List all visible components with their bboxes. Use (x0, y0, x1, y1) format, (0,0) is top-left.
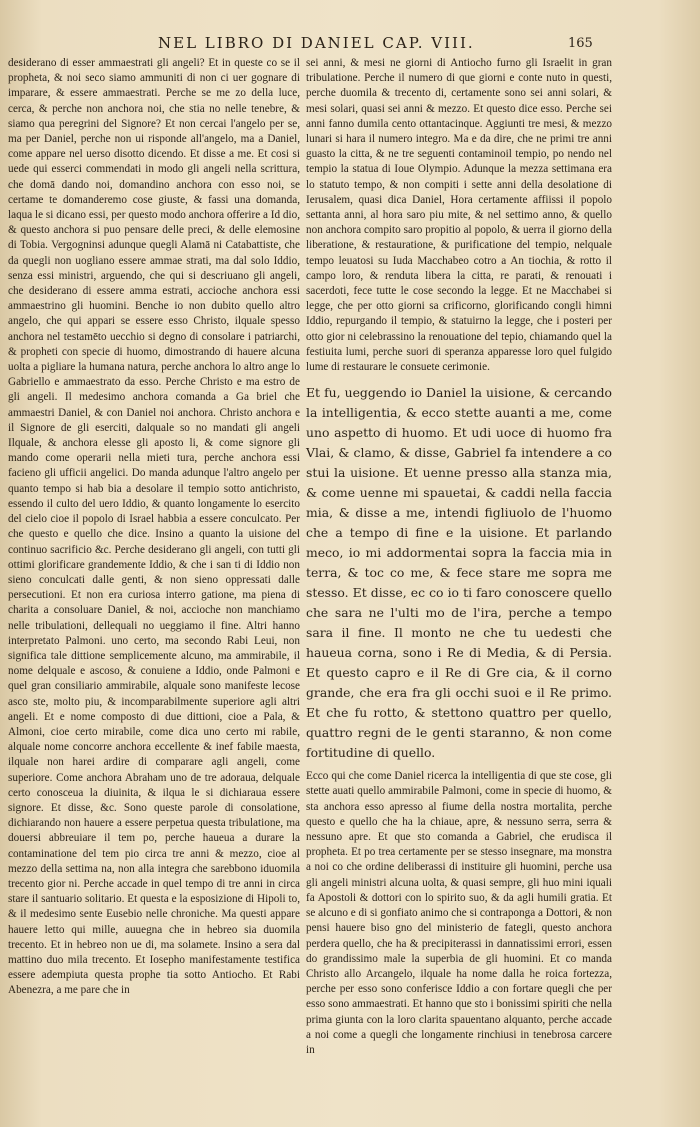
commentary-paragraph: desiderano di esser ammaestrati gli angeli? Et in queste co se il propheta, & noi seco siamo ammuniti di non ci uer gognare di imparare, & essere ammaestrati. Perche se me zo della luce, cerca, & perche non anchora noi, che stia no nelle tenebre, & siamo qua peregrini del Signore? Et non cercai l'angelo per se, ma per Daniel, perche non ui risponde all'angelo, ma a Daniel, come appare nel uerso disotto dicendo. Et disse a me. Et cosi si uede qui esserci commendati in modo gli angeli nella scrittura, che domā dando noi, domandino anchora con esso noi, se certame te domanderemo cose giuste, & fassi una domanda, laqua le si dicano essi, per questo modo anchora offerire a Id dio, & questo anchora si puo pensare delle preci, & delle elemosine di Tobia. Vergogninsi adunque quegli Alamā ni Catabattiste, che da quegli non uogliano essere ammae strati, ma dal solo Iddio, senza essi ministri, arguendo, che qui si descriuano gli angeli, che desiderano di essere amma estrati, accioche anchora essi ammaestrino gli huomini. Benche io non dubito quello altro angelo, che qui appari se essere esso Christo, ilquale spesso anchora nel testamēto uecchio si degno di consolare i patriarchi, & propheti con specie di huomo, dimostrando di hauere alcuna uolta a pigliare la humana natura, perche anchora lo altro ange lo Gabriello e ammaestrato da esso. Perche Christo e ma estro de gli angeli. Il medesimo anchora comanda a Ga briel che ammaestri Daniel, & con Daniel noi anchora. Christo anchora e il Signore de gli eserciti, dalquale so no mandati gli angeli Ilquale, & anchora elesse gli aposto li, & come signore gli mando come operarii nella mieti tura, perche anchora essi facieno gli ufficii angelici. Do manda adunque l'altro angelo per quanto tempo si hab bia a desolare il tempio sotto antichristo, essendo il culto del uero Iddio, & quanto longamente lo esercito del cielo cioe il popolo di Israel habbia a essere conculcato. Per che questo e quello che dice. Insino a quanto la uisione del continuo sacrificio &c. Perche desiderano gli angeli, con tutti gli ottimi glorificare grandemente Iddio, & che i san ti di Iddio non sieno conculcati dalle genti, & non sieno oppressati dalle persecutioni. Et non era curiosa interro gatione, ma piena di charita a consoluare Daniel, & noi, accioche non manchiamo nelle tribulationi, dellequali no ueggiamo il fine. Altri hanno interpretato Palmoni. uno certo, ma secondo Rabi Leui, non significa tale dittione semplicemente alcuno, ma ammirabile, il nome delquale e ascoso, & conuiene a Iddio, onde Palmoni e quel gran consiliario ammirabile, alquale sono manifeste lecose asco ste, molto piu, & incomparabilmente superiore agli altri angeli. Et e nome composto di due dittioni, cioe a Pala, & Almoni, cioe certo mirabile, come dica uno certo mi rabile, alquale nome concorre anchora eccellente & inef fabile maesta, ilquale non harei ardire di comparare agli angeli, come superiore. Come anchora Abraham uno de tre adoraua, delquale certo conosceua la diuinita, & ilqua le si dichiaraua essere signore. Et disse, &c. Sono queste parole di consolatione, dichiarando non hauere a essere perpetua questa tribulatione, ma douersi abbreuiare il tem po, perche haueua a durare la contaminatione del tem pio circa tre anni & mezzo, cioe al mezzo della settima na, non alla integra che sarebbono iduomila trecento gior ni. Perche accade in quel tempo di tre anni in circa stare il santuario solitario. Et questa e la esposizione di Hipoli to, & il medesimo sente Eusebio nelle chroniche. Ma questi appare hauere letto qui mille, auuegna che in hebreo sia duomila trecento. Et in hebreo non ue di, ma solamete. Insino a sera dal mattino duo mila trecento. Et Iosepho manifestamente testifica essere adempiuta questa prophe tia sotto Antiocho. Et Rabi Abenezra, a me pare che in (8, 57, 300, 997)
page-header (0, 34, 700, 54)
left-column (8, 56, 300, 999)
commentary-paragraph: Ecco qui che come Daniel ricerca la intelligentia di que ste cose, gli stette auati quello ammirabile Palmoni, come in specie di huomo, & sta anchora esso apresso al fiume della nostra mortalita, perche questo e quello che ha la chiaue, apre, & nessuno serra, serra & nessuno apre. Et que sto comanda a Gabriel, che erudisca il propheta. Et po trea certamente per se stesso insegnare, ma monstra a noi co che ordine deliberassi di instituire gli huomini, perche usa gli angeli ministri alcuna uolta, & quasi sempre, gli huo mini iquali fa Apostoli & dottori con lo spirito suo, & da agli humili gratia. Et se alcuno e di si gonfiato animo che si contraponga a Dottori, & non pensi hauere biso gno del ministerio de fategli, questo anchora perdera quello, che ha & precipiterassi in dannatissimi errori, essen do grandissimo male la superbia de gli huomini. Et co manda Christo allo Arcangelo, ilquale ha nome dalla he roica fortezza, perche per esso sono conferisce Iddio a con fortare quegli che per esso sono ammaestrati. Et hanno que sto i bonissimi spiriti che nella prima giunta con la loro clarita spauentano alquanto, perche accade a noi come a quegli che longamente rinchiusi in tenebrosa carcere in (306, 770, 612, 1056)
right-column (306, 56, 612, 1058)
page-number: 165 (568, 36, 593, 51)
running-head: NEL LIBRO DI DANIEL CAP. VIII. (158, 34, 475, 52)
commentary-paragraph: sei anni, & mesi ne giorni di Antiocho furno gli Israelit in gran tribulatione. Perche il numero di que giorni e conte nuto in questi, perche duomila & trecento di, certamente sono sei anni solari, & mesi solari, quasi sei anni & mezzo. Et questo dice esso. Perche sei anni fanno dumila cento ottantacinque. Aggiunti tre mesi, & mezzo lunari si hara il numero integro. Ma e da dire, che ne primi tre anni guasto la citta, & ne tre seguenti contaminoil tempio, po nendo nel tempio la statua di Ioue Olympio. Adunque la mezza settimana era lo statuto tempo, & non compiti i sette anni della desolatione di Ierusalem, quasi dica Daniel, Hora certamente affiissi il popolo settanta anni, al hora saro piu mite, & nel settimo anno, & quello non anchora compito saro propitio al popolo, & uerra il giorno della liberatione, & restauratione, & purificatione del tempio, nelquale tempo leuatosi su Iuda Macchabeo cotro a An tiochia, & rotto il campo loro, & renduta libera la citta, re parati, & renouati i sacerdoti, fece tutte le cose secondo la legge. Et ne Macchabei si legge, che per otto giorni sa crificorno, glorificando congli himni Iddio, repurgando il tempio, & statuirno la legge, che i posteri per otto gior ni celebrassino la renouatione del tepio, chiamando quel la festiuita lumi, perche suori di speranza apparesse loro quel fulgido lume di restaurare le consuete cerimonie. (306, 57, 612, 374)
scripture-verse: Et fu, ueggendo io Daniel la uisione, & cercando la intelligentia, & ecco stette auanti a me, come uno aspetto di huomo. Et udi uoce di huomo fra Vlai, & clamo, & disse, Gabriel fa intendere a co stui la uisione. Et uenne presso alla stanza mia, & come uenne mi spauetai, & caddi nella faccia mia, & disse a me, intendi figliuolo de l'huomo che a tempo di fine e la uisione. Et parlando meco, io mi addormentai sopra la faccia mia in terra, & toc co me, & fece stare me sopra me stesso. Et disse, ec co io ti faro conoscere quello che sara ne l'ulti mo de l'ira, perche a tempo sara il fine. Il monto ne che tu uedesti che haueua corna, sono i Re di Media, & di Persia. Et questo capro e il Re di Gre cia, & il corno grande, che era fra gli occhi suoi e il Re primo. Et che fu rotto, & stettono quattro per quello, quattro regni de le genti staranno, & non come fortitudine di quello. (306, 385, 612, 761)
